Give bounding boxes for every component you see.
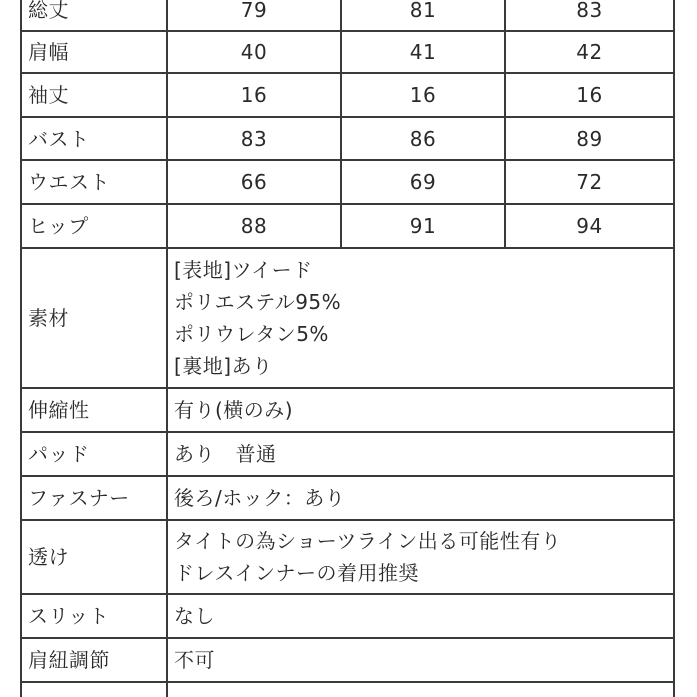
size-value: 16: [166, 72, 342, 118]
detail-row-cutoff: [0, 681, 697, 697]
material-line: ポリエステル95%: [174, 290, 342, 314]
size-value: 16: [340, 72, 506, 118]
detail-row-material: [0, 247, 697, 389]
row-label: [20, 681, 168, 697]
size-row-sleeve: [0, 72, 697, 118]
detail-row-sheerness: [0, 519, 697, 595]
size-row-waist: [0, 159, 697, 205]
row-label: ウエスト: [20, 159, 168, 205]
size-value: 16: [504, 72, 675, 118]
detail-value: [166, 247, 675, 389]
detail-value: [166, 637, 675, 683]
detail-line: 有り(横のみ): [174, 398, 294, 422]
detail-value: [166, 593, 675, 639]
material-line: [裏地]あり: [174, 354, 273, 378]
row-label: 肩幅: [20, 30, 168, 74]
size-value: 83: [504, 0, 675, 32]
row-label: パッド: [20, 431, 168, 477]
detail-line: あり 普通: [174, 442, 277, 466]
row-label: 透け: [20, 519, 168, 595]
detail-line: ドレスインナーの着用推奨: [174, 561, 419, 585]
size-value: 81: [340, 0, 506, 32]
size-value: 91: [340, 203, 506, 249]
size-value: 66: [166, 159, 342, 205]
detail-value: [166, 387, 675, 433]
row-label: 総丈: [20, 0, 168, 32]
size-row-shoulder: [0, 30, 697, 74]
row-label: 素材: [20, 247, 168, 389]
size-value: 42: [504, 30, 675, 74]
size-row-hip: [0, 203, 697, 249]
material-line: ポリウレタン5%: [174, 322, 329, 346]
row-label: 袖丈: [20, 72, 168, 118]
material-line: [表地]ツイード: [174, 258, 313, 282]
row-label: ファスナー: [20, 475, 168, 521]
detail-value: [166, 519, 675, 595]
size-value: 40: [166, 30, 342, 74]
row-label: 伸縮性: [20, 387, 168, 433]
detail-row-zipper: [0, 475, 697, 521]
detail-line: タイトの為ショーツライン出る可能性有り: [174, 529, 562, 553]
size-row-length: [0, 0, 697, 32]
detail-value: [166, 431, 675, 477]
detail-line: なし: [174, 604, 215, 628]
size-value: 72: [504, 159, 675, 205]
size-value: 86: [340, 116, 506, 161]
size-value: 88: [166, 203, 342, 249]
size-value: 94: [504, 203, 675, 249]
row-label: ヒップ: [20, 203, 168, 249]
size-value: 83: [166, 116, 342, 161]
detail-line: 後ろ/ホック：あり: [174, 486, 346, 510]
row-label: スリット: [20, 593, 168, 639]
detail-row-strap-adjust: [0, 637, 697, 683]
size-value: 79: [166, 0, 342, 32]
detail-value: [166, 475, 675, 521]
detail-line: 不可: [174, 648, 215, 672]
detail-row-stretch: [0, 387, 697, 433]
row-label: バスト: [20, 116, 168, 161]
size-value: 41: [340, 30, 506, 74]
size-value: 89: [504, 116, 675, 161]
detail-value: [166, 681, 675, 697]
detail-row-slit: [0, 593, 697, 639]
detail-row-pad: [0, 431, 697, 477]
size-value: 69: [340, 159, 506, 205]
row-label: 肩紐調節: [20, 637, 168, 683]
size-row-bust: [0, 116, 697, 161]
